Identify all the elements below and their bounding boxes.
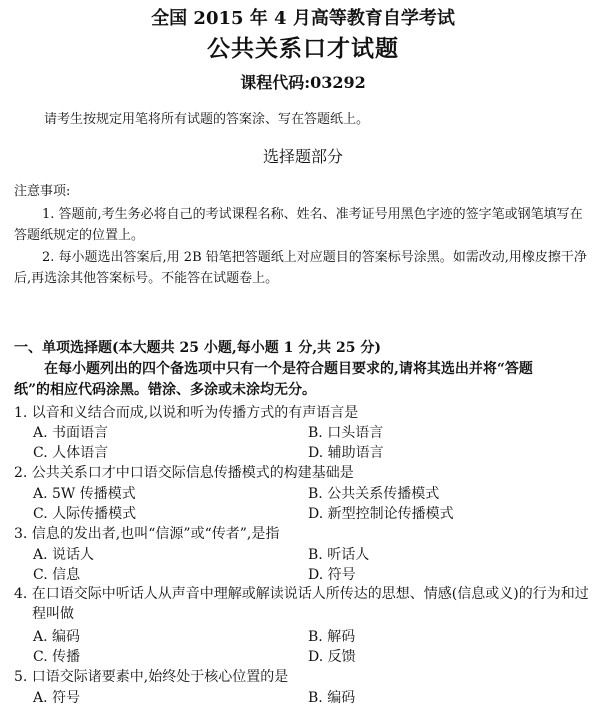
option-d: D. 辅助语言: [308, 445, 384, 461]
option-a: A. 编码: [33, 629, 81, 645]
option-b: B. 公共关系传播模式: [308, 486, 440, 502]
option-d: D. 反馈: [308, 649, 356, 665]
exam-line: 全国 2015 年 4 月高等教育自学考试: [151, 8, 455, 29]
option-c: C. 信息: [33, 567, 81, 583]
option-a: A. 符号: [33, 690, 81, 706]
option-a: A. 书面语言: [33, 425, 109, 441]
option-a: A. 5W 传播模式: [33, 486, 136, 502]
option-b: B. 听话人: [308, 547, 370, 563]
option-d: D. 符号: [308, 567, 356, 583]
option-c: C. 人际传播模式: [33, 506, 137, 522]
option-b: B. 解码: [308, 629, 356, 645]
question-stem: 2. 公共关系口才中口语交际信息传播模式的构建基础是: [14, 465, 354, 481]
option-b: B. 口头语言: [308, 425, 384, 441]
question-stem: 4. 在口语交际中听话人从声音中理解或解读说话人所传达的思想、情感(信息或义)的行为和过程叫做: [14, 586, 589, 622]
note-item: 2. 每小题选出答案后,用 2B 铅笔把答题纸上对应题目的答案标号涂黑。如需改动,用橡皮擦干净后,再选涂其他答案标号。不能答在试题卷上。: [14, 250, 587, 286]
option-a: A. 说话人: [33, 547, 95, 563]
question-stem: 3. 信息的发出者,也叫“信源”或“传者”,是指: [14, 526, 280, 542]
part-description: 在每小题列出的四个备选项中只有一个是符合题目要求的,请将其选出并将“答题纸”的相应代码涂黑。错涂、多涂或未涂均无分。: [14, 361, 533, 398]
option-c: C. 人体语言: [33, 445, 109, 461]
option-d: D. 新型控制论传播模式: [308, 506, 454, 522]
option-c: C. 传播: [33, 649, 81, 665]
note-item: 1. 答题前,考生务必将自己的考试课程名称、姓名、准考证号用黑色字迹的签字笔或钢笔填写在答题纸规定的位置上。: [14, 207, 583, 243]
instruction-text: 请考生按规定用笔将所有试题的答案涂、写在答题纸上。: [44, 112, 370, 127]
part-heading: 一、单项选择题(本大题共 25 小题,每小题 1 分,共 25 分): [14, 340, 381, 356]
page-title: 公共关系口才试题: [207, 35, 399, 62]
section-title: 选择题部分: [262, 147, 343, 166]
option-b: B. 编码: [308, 690, 356, 706]
notes-heading: 注意事项:: [14, 184, 71, 199]
question-stem: 5. 口语交际诸要素中,始终处于核心位置的是: [14, 669, 289, 685]
question-stem: 1. 以音和义结合而成,以说和听为传播方式的有声语言是: [14, 405, 359, 421]
course-code: 课程代码:03292: [240, 73, 366, 92]
